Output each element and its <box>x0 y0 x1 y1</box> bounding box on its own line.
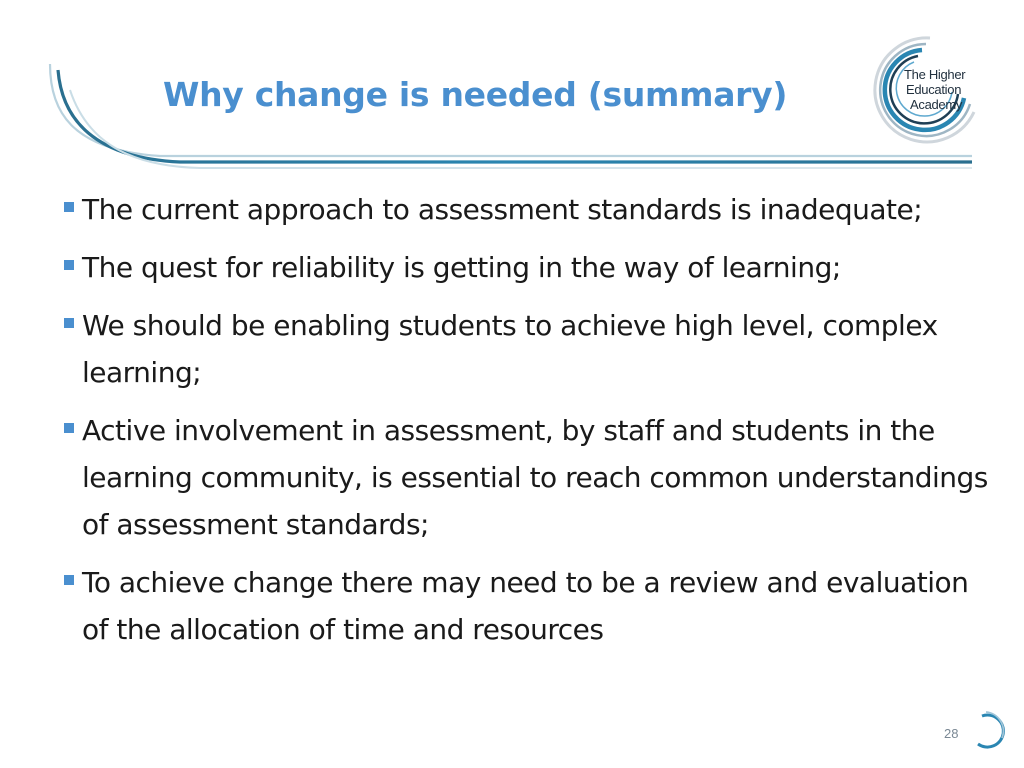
bullet-item <box>64 244 1000 291</box>
square-bullet-icon <box>64 260 74 270</box>
page-number: 28 <box>944 726 959 741</box>
bullet-text: We should be enabling students to achieve high level, complex learning; <box>82 309 938 389</box>
corner-swirl-icon <box>968 708 1008 752</box>
bullet-text: The quest for reliability is getting in the way of learning; <box>82 251 841 284</box>
bullet-item <box>64 407 1000 548</box>
square-bullet-icon <box>64 202 74 212</box>
logo-text-line2: Education <box>906 82 962 97</box>
bullet-text: The current approach to assessment standards is inadequate; <box>82 193 923 226</box>
bullet-list <box>64 186 1000 664</box>
bullet-item <box>64 186 1000 233</box>
logo-text-line3: Academy <box>910 97 963 112</box>
logo-text-line1: The Higher <box>904 67 966 82</box>
bullet-text: To achieve change there may need to be a review and evaluation of the allocation of time and resources <box>82 566 969 646</box>
bullet-item <box>64 559 1000 653</box>
bullet-text: Active involvement in assessment, by staff and students in the learning community, is essential to reach common understandings of assessment standards; <box>82 414 988 541</box>
slide-title: Why change is needed (summary) <box>163 75 788 114</box>
square-bullet-icon <box>64 575 74 585</box>
logo-text <box>904 67 965 112</box>
square-bullet-icon <box>64 423 74 433</box>
bullet-item <box>64 302 1000 396</box>
square-bullet-icon <box>64 318 74 328</box>
